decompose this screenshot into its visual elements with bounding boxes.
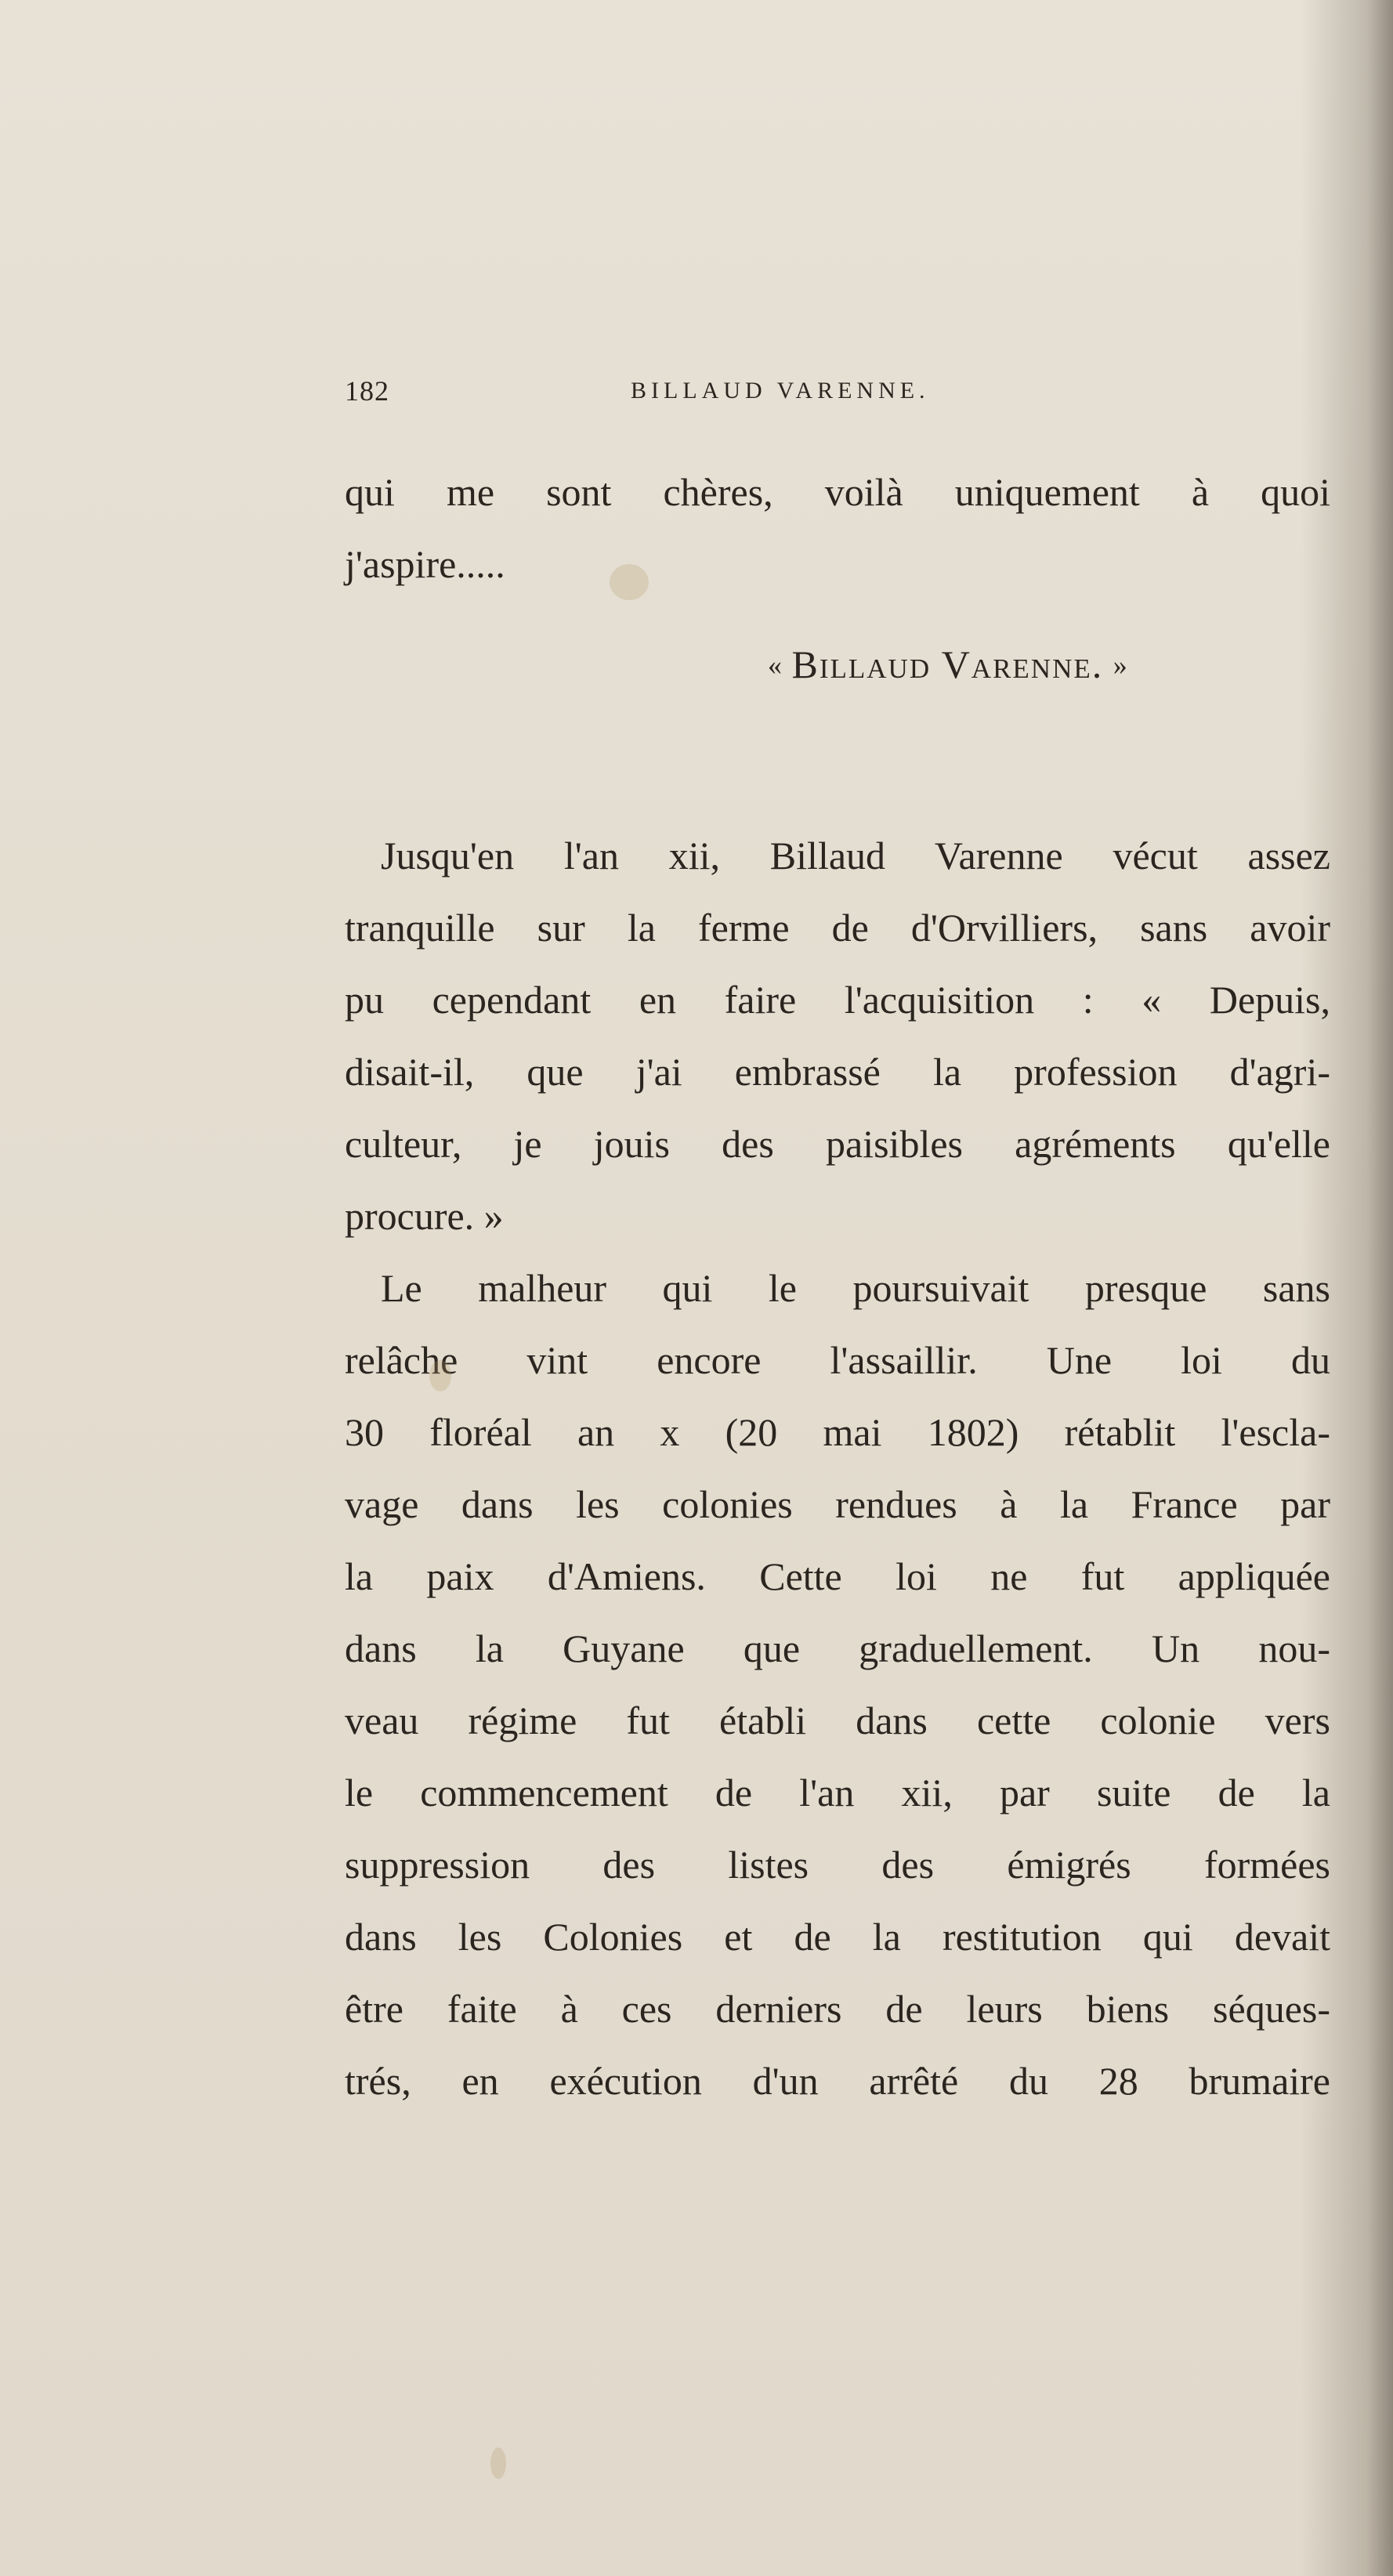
text-line: vage dans les colonies rendues à la France par [345,1482,1330,1526]
paragraph [345,1252,1330,2117]
text-line: le commencement de l'an xii, par suite de la [345,1771,1330,1814]
text-line: Le malheur qui le poursuivait presque sans [381,1266,1330,1310]
body-text [345,819,1330,2117]
letter-ending [345,456,1330,600]
opening-quote: « [768,649,782,681]
text-line: être faite à ces derniers de leurs biens séques- [345,1987,1330,2031]
text-line: suppression des listes des émigrés formées [345,1843,1330,1887]
page-number: 182 [345,375,389,407]
page-header [345,374,1050,414]
text-line: pu cependant en faire l'acquisition : « Depuis, [345,978,1330,1022]
signature-name: Billaud Varenne. [791,642,1104,686]
text-line: trés, en exécution d'un arrêté du 28 brumaire [345,2059,1330,2103]
text-line: relâche vint encore l'assaillir. Une loi du [345,1338,1330,1382]
text-line: j'aspire..... [345,542,505,586]
text-line: Jusqu'en l'an xii, Billaud Varenne vécut assez [381,834,1330,877]
running-title: BILLAUD VARENNE. [631,378,930,403]
text-line: tranquille sur la ferme de d'Orvilliers, sans avoir [345,906,1330,950]
text-line: culteur, je jouis des paisibles agréments qu'elle [345,1122,1330,1166]
text-line: dans les Colonies et de la restitution qui devait [345,1915,1330,1959]
paper-stain [610,564,649,600]
text-line: disait-il, que j'ai embrassé la profession d'agri- [345,1050,1330,1094]
text-line: la paix d'Amiens. Cette loi ne fut appliquée [345,1554,1330,1598]
closing-quote: » [1113,649,1127,681]
text-line: procure. » [345,1194,504,1238]
text-line: dans la Guyane que graduellement. Un nou- [345,1626,1330,1670]
paper-stain [490,2448,506,2479]
paper-stain [429,1360,451,1391]
text-line: qui me sont chères, voilà uniquement à quoi [345,470,1330,514]
text-line: veau régime fut établi dans cette colonie vers [345,1699,1330,1742]
paragraph [345,819,1330,1252]
text-line: 30 floréal an x (20 mai 1802) rétablit l'escla- [345,1410,1330,1454]
letter-signature [768,628,1269,701]
